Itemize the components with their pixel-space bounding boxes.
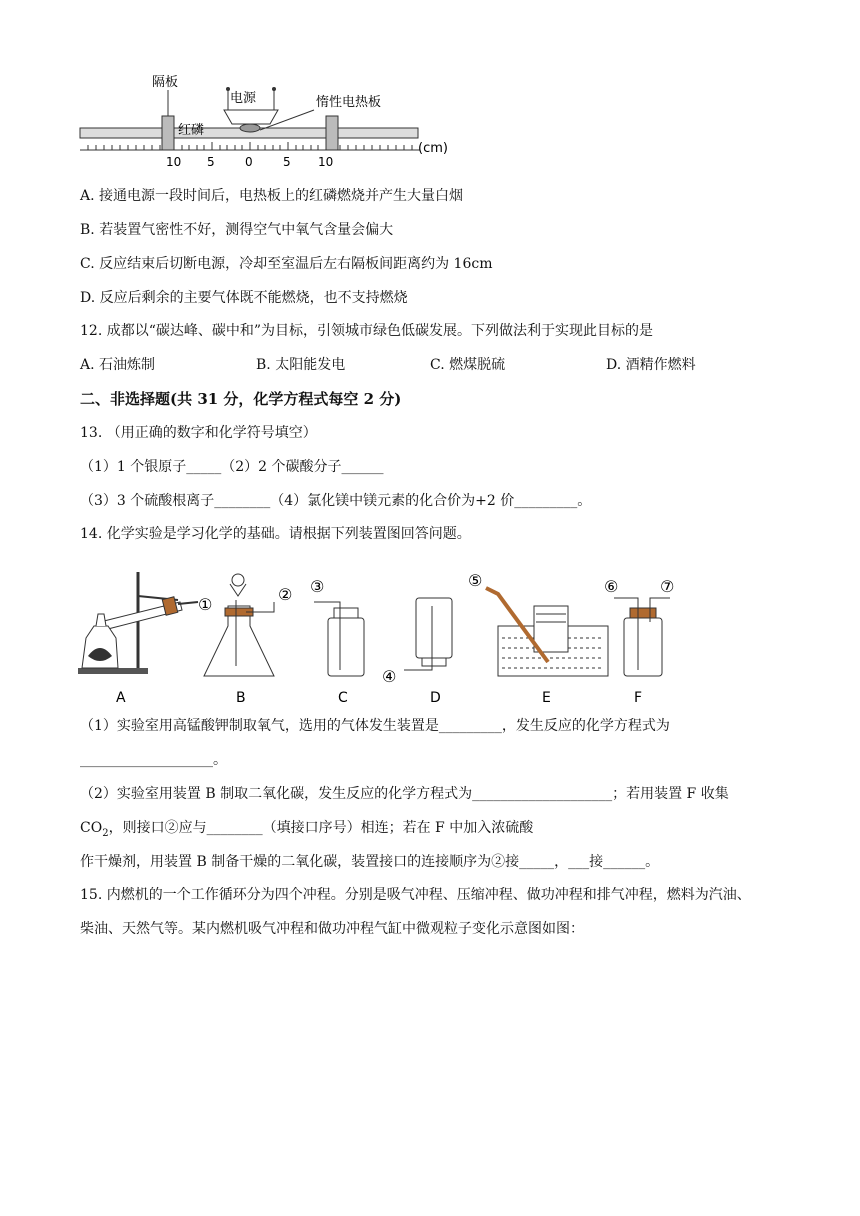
ruler-tick-label: 0 [245, 155, 253, 169]
q12-option-a: A. 石油炼制 [80, 357, 156, 373]
q11-option-c: C. 反应结束后切断电源，冷却至室温后左右隔板间距离约为 16cm [80, 256, 493, 272]
apparatus-label-a: A [116, 690, 126, 706]
label-partition: 隔板 [152, 75, 179, 90]
q15-line1: 15. 内燃机的一个工作循环分为四个冲程。分别是吸气冲程、压缩冲程、做功冲程和排气冲程，燃料为汽油、 [80, 887, 751, 903]
q14-part2-line3: 作干燥剂，用装置 B 制备干燥的二氧化碳，装置接口的连接顺序为②接_____，___接______。 [80, 854, 660, 870]
apparatus-label-d: D [430, 690, 441, 706]
apparatus-label-c: C [338, 690, 348, 706]
ruler-tick-label: 5 [283, 155, 291, 169]
q13-line-1: （1）1 个银原子_____（2）2 个碳酸分子______ [80, 459, 384, 475]
right-partition [326, 116, 338, 150]
q14-part2-line2-text: ，则接口②应与________（填接口序号）相连；若在 F 中加入浓硫酸 [108, 820, 534, 836]
q13-stem: 13. （用正确的数字和化学符号填空） [80, 425, 317, 441]
apparatus-label-b: B [236, 690, 246, 706]
co2-subscript: 2 [102, 827, 109, 839]
lab-apparatus-figure [78, 566, 718, 710]
q14-part1-line2: ___________________。 [80, 752, 227, 768]
port-2: ② [278, 585, 293, 604]
ruler-tick-label: 10 [318, 155, 334, 169]
partition-apparatus-figure [78, 72, 458, 172]
ruler-tick-label: 10 [166, 155, 182, 169]
q12-option-c: C. 燃煤脱硫 [430, 357, 506, 373]
label-phosphorus: 红磷 [178, 123, 205, 138]
co2-formula: CO [80, 820, 103, 836]
apparatus-label-e: E [542, 690, 551, 706]
port-1: ① [198, 595, 213, 614]
unit-label: (cm) [418, 141, 448, 156]
left-partition [162, 116, 174, 150]
label-heater: 惰性电热板 [316, 95, 382, 110]
port-3: ③ [310, 577, 325, 596]
section-heading: 二、非选择题(共 31 分，化学方程式每空 2 分) [80, 390, 402, 408]
port-5: ⑤ [468, 571, 483, 590]
q11-option-a: A. 接通电源一段时间后，电热板上的红磷燃烧并产生大量白烟 [80, 188, 464, 204]
q11-option-b: B. 若装置气密性不好，测得空气中氧气含量会偏大 [80, 222, 394, 238]
ruler-tick-label: 5 [207, 155, 215, 169]
label-power: 电源 [230, 91, 257, 106]
port-7: ⑦ [660, 577, 675, 596]
q14-part2-line2 [80, 818, 533, 844]
q14-part1-line1: （1）实验室用高锰酸钾制取氧气，选用的气体发生装置是_________，发生反应的化学方程式为 [80, 718, 670, 734]
q13-line-2: （3）3 个硫酸根离子________（4）氯化镁中镁元素的化合价为+2 价_________。 [80, 493, 592, 509]
q15-line2: 柴油、天然气等。某内燃机吸气冲程和做功冲程气缸中微观粒子变化示意图如图： [80, 921, 584, 937]
q14-stem: 14. 化学实验是学习化学的基础。请根据下列装置图回答问题。 [80, 526, 471, 542]
port-4: ④ [382, 667, 397, 686]
q14-part2-line1: （2）实验室用装置 B 制取二氧化碳，发生反应的化学方程式为____________________；若用装置 F 收集 [80, 786, 729, 802]
q11-option-d: D. 反应后剩余的主要气体既不能燃烧，也不支持燃烧 [80, 290, 408, 306]
apparatus-label-f: F [634, 690, 643, 706]
port-6: ⑥ [604, 577, 619, 596]
q12-option-b: B. 太阳能发电 [256, 357, 346, 373]
q12-stem: 12. 成都以“碳达峰、碳中和”为目标，引领城市绿色低碳发展。下列做法利于实现此目标的是 [80, 323, 654, 339]
q12-option-d: D. 酒精作燃料 [606, 357, 696, 373]
